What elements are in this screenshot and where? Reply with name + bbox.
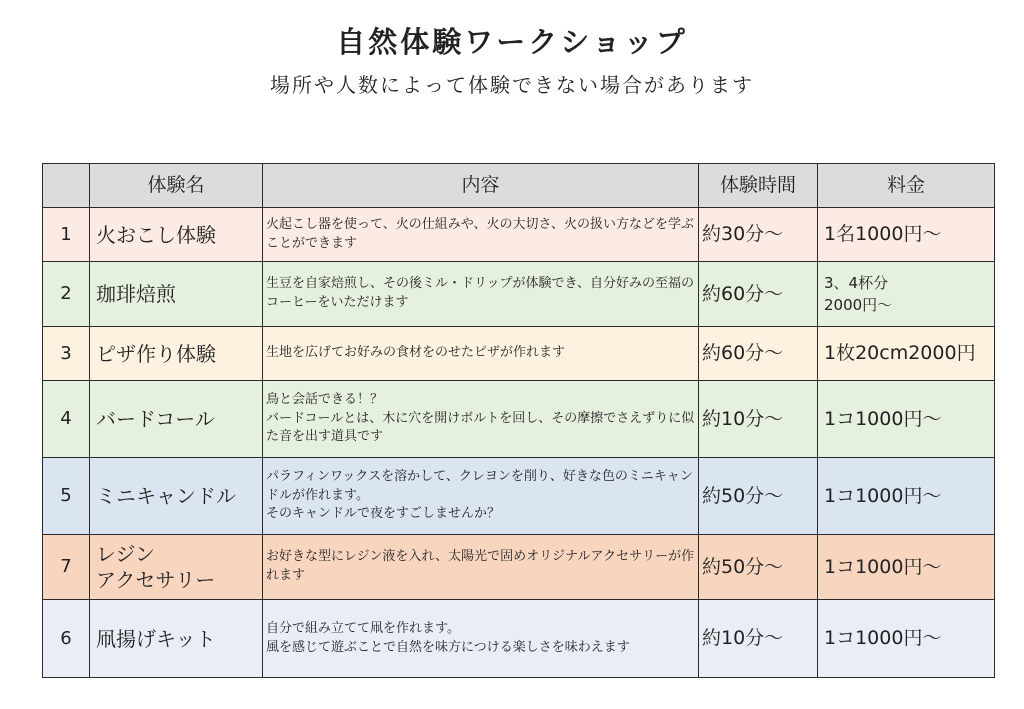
experience-duration: 約10分〜	[699, 381, 818, 458]
experience-duration: 約60分〜	[699, 262, 818, 327]
experience-description: お好きな型にレジン液を入れ、太陽光で固めオリジナルアクセサリーが作れます	[263, 535, 699, 600]
table-row	[43, 535, 995, 600]
row-number: 5	[43, 458, 90, 535]
workshop-table	[42, 163, 995, 678]
experience-duration: 約50分〜	[699, 458, 818, 535]
row-number: 6	[43, 600, 90, 678]
header-price: 料金	[818, 164, 995, 208]
experience-price: 1コ1000円〜	[818, 381, 995, 458]
experience-name: ピザ作り体験	[90, 327, 263, 381]
experience-price: 1コ1000円〜	[818, 600, 995, 678]
header-content: 内容	[263, 164, 699, 208]
header-name: 体験名	[90, 164, 263, 208]
experience-name: 火おこし体験	[90, 208, 263, 262]
experience-duration: 約50分〜	[699, 535, 818, 600]
experience-name: 凧揚げキット	[90, 600, 263, 678]
experience-description: 火起こし器を使って、火の仕組みや、火の大切さ、火の扱い方などを学ぶことができます	[263, 208, 699, 262]
experience-price: 1枚20cm2000円	[818, 327, 995, 381]
header-duration: 体験時間	[699, 164, 818, 208]
experience-duration: 約30分〜	[699, 208, 818, 262]
table-header-row	[43, 164, 995, 208]
experience-duration: 約60分〜	[699, 327, 818, 381]
table-row	[43, 381, 995, 458]
experience-duration: 約10分〜	[699, 600, 818, 678]
experience-price: 1名1000円〜	[818, 208, 995, 262]
row-number: 3	[43, 327, 90, 381]
experience-price: 1コ1000円〜	[818, 535, 995, 600]
page-title: 自然体験ワークショップ	[336, 25, 688, 59]
experience-description: 自分で組み立てて凧を作れます。 風を感じて遊ぶことで自然を味方につける楽しさを味わえます	[263, 600, 699, 678]
experience-name: バードコール	[90, 381, 263, 458]
experience-description: 生地を広げてお好みの食材をのせたピザが作れます	[263, 327, 699, 381]
experience-description: 生豆を自家焙煎し、その後ミル・ドリップが体験でき、自分好みの至福のコーヒーをいただけます	[263, 262, 699, 327]
experience-price: 3、4杯分 2000円〜	[818, 262, 995, 327]
table-row	[43, 600, 995, 678]
row-number: 4	[43, 381, 90, 458]
experience-name: ミニキャンドル	[90, 458, 263, 535]
table-row	[43, 327, 995, 381]
table-row	[43, 208, 995, 262]
row-number: 7	[43, 535, 90, 600]
row-number: 1	[43, 208, 90, 262]
experience-name: 珈琲焙煎	[90, 262, 263, 327]
page-subtitle: 場所や人数によって体験できない場合があります	[270, 73, 754, 97]
experience-price: 1コ1000円〜	[818, 458, 995, 535]
table-row	[43, 262, 995, 327]
experience-description: 鳥と会話できる！？ バードコールとは、木に穴を開けボルトを回し、その摩擦でさえずりに似た音を出す道具です	[263, 381, 699, 458]
row-number: 2	[43, 262, 90, 327]
header-number	[43, 164, 90, 208]
table-row	[43, 458, 995, 535]
experience-name: レジン アクセサリー	[90, 535, 263, 600]
experience-description: パラフィンワックスを溶かして、クレヨンを削り、好きな色のミニキャンドルが作れます。 そのキャンドルで夜をすごしませんか？	[263, 458, 699, 535]
